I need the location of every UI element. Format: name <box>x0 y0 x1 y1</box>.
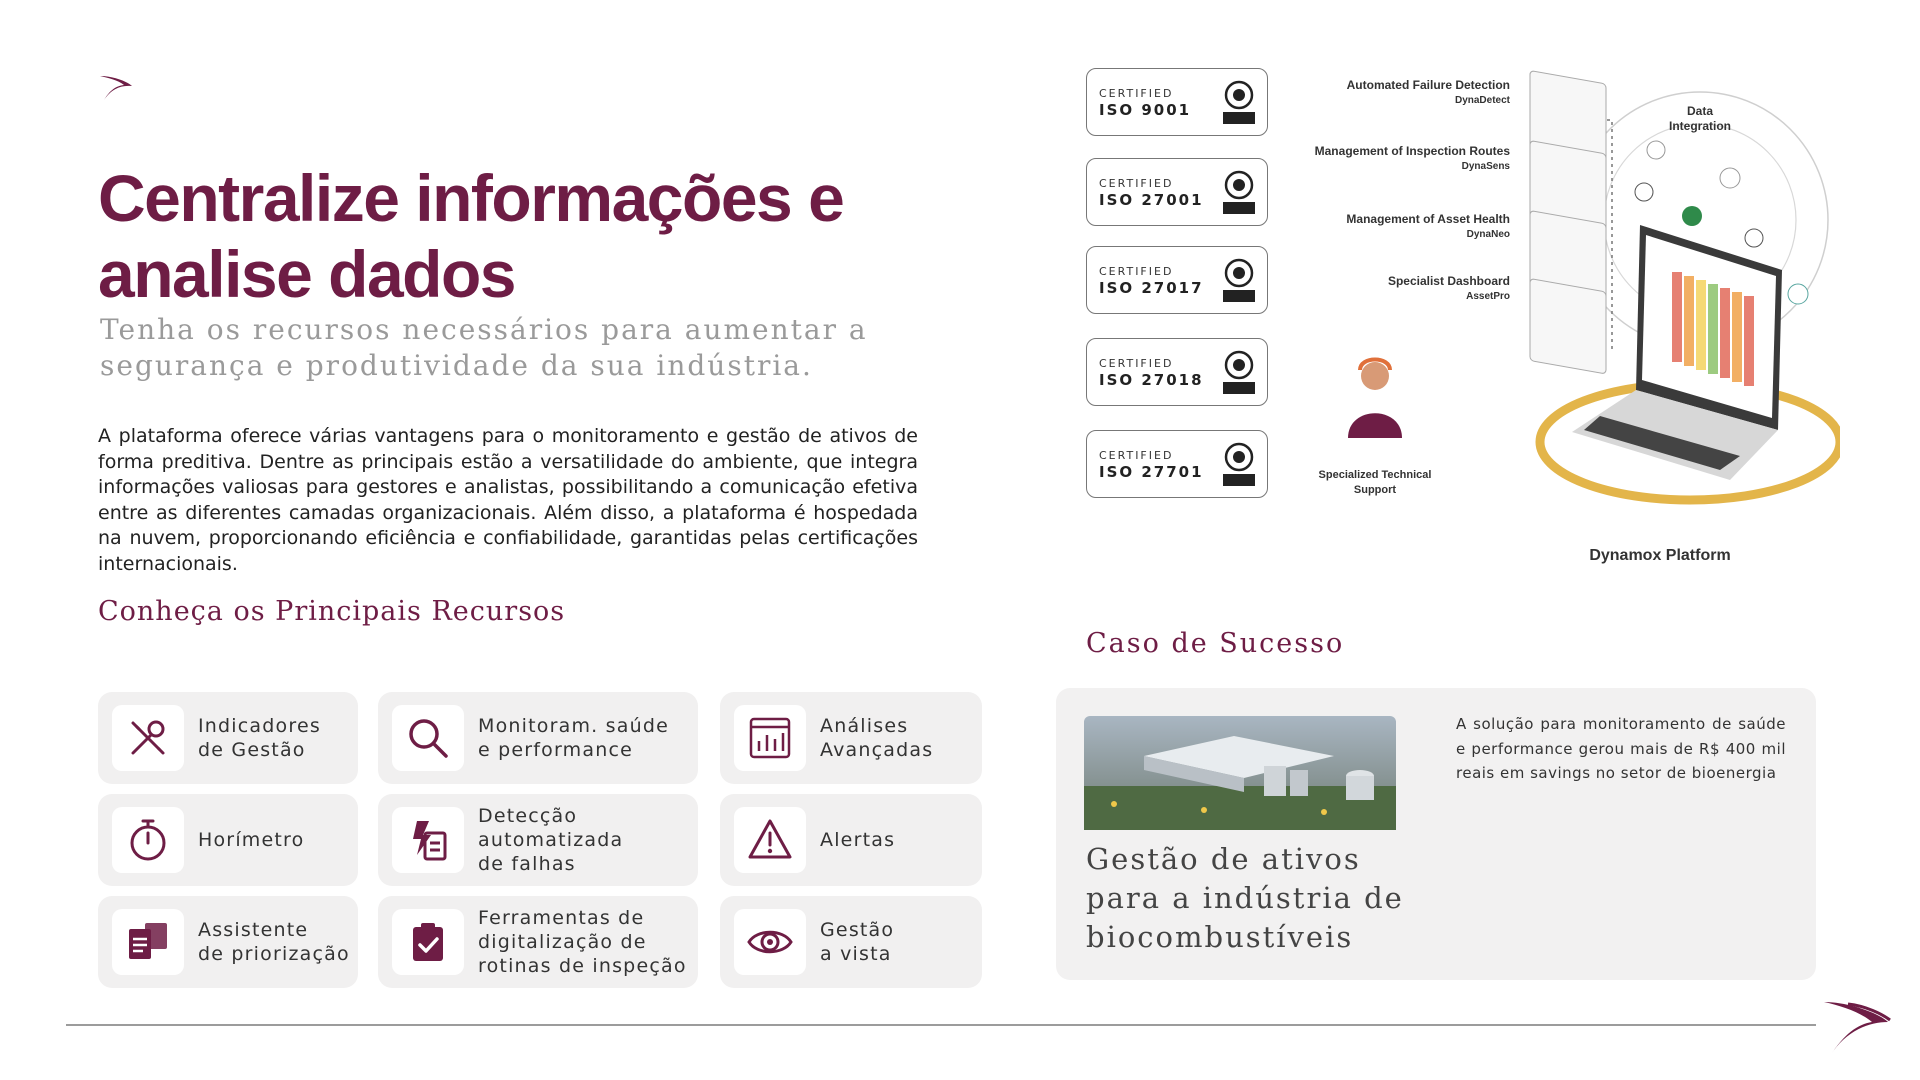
integration-node-icon <box>1635 183 1653 201</box>
feature-card-monitoramento[interactable] <box>378 692 698 784</box>
bureau-veritas-seal-icon <box>1221 169 1257 217</box>
bureau-veritas-seal-icon <box>1221 441 1257 489</box>
feature-label: Alertas <box>820 829 896 851</box>
bureau-veritas-seal-icon <box>1221 349 1257 397</box>
platform-label: Dynamox Platform <box>1589 547 1731 564</box>
certification-badge: CERTIFIED ISO 9001 <box>1086 68 1268 136</box>
fault-document-icon <box>392 807 464 873</box>
feature-label: Horímetro <box>198 829 305 851</box>
feature-label: Gestão a vista <box>820 919 895 965</box>
case-heading: Caso de Sucesso <box>1086 628 1345 659</box>
feature-label: Monitoram. saúde e performance <box>478 715 669 761</box>
brand-logo-icon <box>1820 1000 1892 1060</box>
module-label: Management of Inspection Routes DynaSens <box>1314 144 1510 172</box>
biofuel-plant-photo <box>1084 716 1396 830</box>
support-label: Specialized Technical Support <box>1318 469 1432 496</box>
magnifier-icon <box>392 705 464 771</box>
integration-node-icon <box>1682 206 1702 226</box>
certification-badge: CERTIFIED ISO 27018 <box>1086 338 1268 406</box>
bureau-veritas-seal-icon <box>1221 257 1257 305</box>
case-title: Gestão de ativos para a indústria de biocombustíveis <box>1086 842 1404 954</box>
support-agent-icon <box>1348 360 1402 439</box>
certification-badge: CERTIFIED ISO 27001 <box>1086 158 1268 226</box>
module-label: Management of Asset Health DynaNeo <box>1346 212 1510 240</box>
intro-paragraph: A plataforma oferece várias vantagens para o monitoramento e gestão de ativos de forma preditiva. Dentre as principais estão a versatilidade do ambiente, que integra informações valiosas para gestores e analistas, possibilitando a comunicação efetiva entre as diferentes camadas organizacionais. Além disso, a plataforma é hospedada na nuvem, proporcionando eficiência e confiabilidade, garantidas pelas certificações internacionais. <box>98 425 918 575</box>
eye-icon <box>734 909 806 975</box>
integration-node-icon <box>1720 168 1740 188</box>
feature-card-gestao-vista[interactable] <box>720 896 982 988</box>
integration-node-icon <box>1647 141 1665 159</box>
certification-badge: CERTIFIED ISO 27017 <box>1086 246 1268 314</box>
case-description: A solução para monitoramento de saúde e performance gerou mais de R$ 400 mil reais em savings no setor de bioenergia <box>1456 715 1786 782</box>
analytics-icon <box>734 705 806 771</box>
feature-card-horimetro[interactable] <box>98 794 358 886</box>
brand-logo-icon <box>98 74 134 104</box>
footer-divider <box>66 1024 1816 1026</box>
integration-node-icon <box>1745 229 1763 247</box>
features-heading: Conheça os Principais Recursos <box>98 596 566 627</box>
feature-label: Detecção automatizada de falhas <box>478 805 624 875</box>
clipboard-check-icon <box>392 909 464 975</box>
tools-icon <box>112 705 184 771</box>
integration-node-icon <box>1788 284 1808 304</box>
feature-card-ferramentas[interactable] <box>378 896 698 988</box>
feature-card-analises[interactable] <box>720 692 982 784</box>
feature-card-alertas[interactable] <box>720 794 982 886</box>
page-subtitle: Tenha os recursos necessários para aumentar a segurança e produtividade da sua indústria. <box>100 313 868 382</box>
module-label: Specialist Dashboard AssetPro <box>1387 274 1510 302</box>
feature-card-assistente[interactable] <box>98 896 358 988</box>
bureau-veritas-seal-icon <box>1221 79 1257 127</box>
feature-label: Ferramentas de digitalização de rotinas de inspeção <box>478 907 687 977</box>
feature-card-deteccao[interactable] <box>378 794 698 886</box>
documents-icon <box>112 909 184 975</box>
warning-icon <box>734 807 806 873</box>
module-screen-thumbnails <box>1530 71 1606 374</box>
data-integration-label: Data Integration <box>1669 104 1731 133</box>
feature-label: Assistente de priorização <box>198 919 350 965</box>
feature-label: Indicadores de Gestão <box>198 715 321 761</box>
module-label: Automated Failure Detection DynaDetect <box>1346 78 1510 106</box>
page-title: Centralize informações e analise dados <box>98 161 844 311</box>
feature-label: Análises Avançadas <box>820 715 934 761</box>
feature-card-indicadores[interactable] <box>98 692 358 784</box>
certification-badge: CERTIFIED ISO 27701 <box>1086 430 1268 498</box>
stopwatch-icon <box>112 807 184 873</box>
